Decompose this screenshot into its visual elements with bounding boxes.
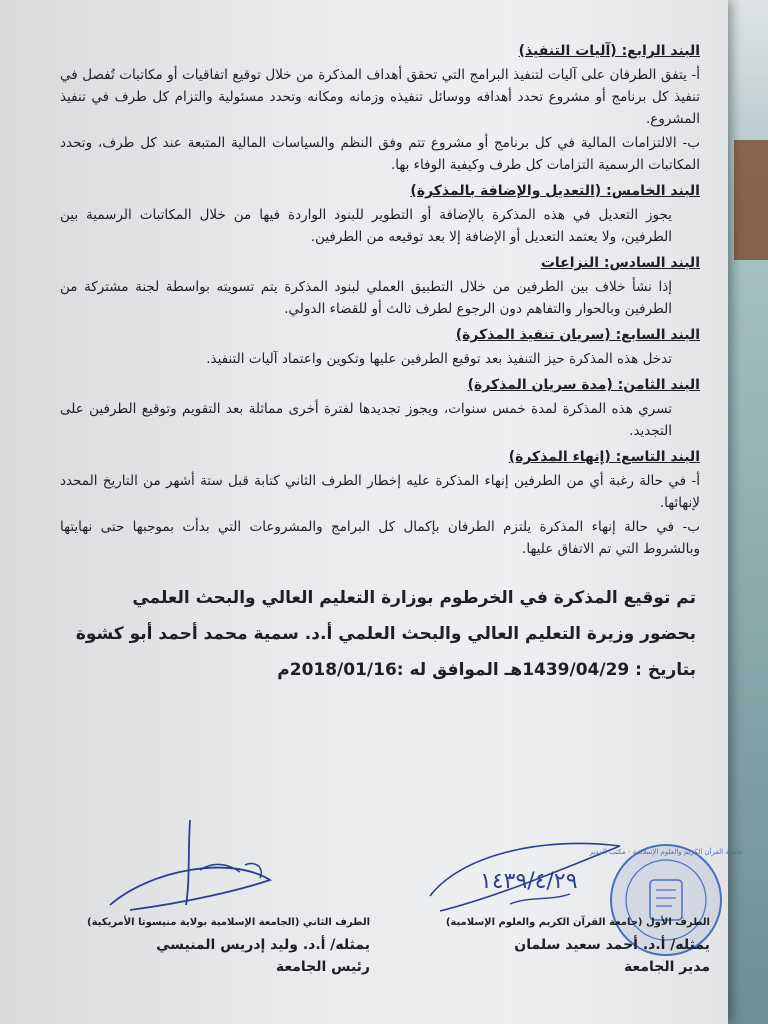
article7-text: تدخل هذه المذكرة حيز التنفيذ بعد توقيع الطرفين عليها وتكوين واعتماد آليات التنفيذ. [206,351,672,367]
background-stripe [734,140,768,260]
second-party-title: رئيس الجامعة [275,959,370,975]
closing-line-2: بحضور وزيرة التعليم العالي والبحث العلمي أ.د. سمية محمد أحمد أبو كشوة [75,624,696,644]
first-party-title: مدير الجامعة [623,959,710,975]
article4-heading: البند الرابع: (آليات التنفيذ) [518,43,700,59]
article6-text: إذا نشأ خلاف بين الطرفين من خلال التطبيق العملي لبنود المذكرة يتم تسويته بواسطة لجنة مشتركة من الطرفين وبالحوار والتفاهم دون الرجوع لطرف ثالث أو للقضاء الدولي. [60,279,672,317]
first-party-role: الطرف الأول (جامعة القرآن الكريم والعلوم الإسلامية) [445,917,710,928]
article4-item-b: ب- الالتزامات المالية في كل برنامج أو مشروع تتم وفق النظم والسياسات المالية المتبعة عند كل طرف، وتحدد المكاتبات الرسمية التزامات كل طرف وكيفية الوفاء بها. [60,135,700,173]
article8-text: تسري هذه المذكرة لمدة خمس سنوات، ويجوز تجديدها لفترة أخرى مماثلة بعد التقويم وتوقيع الطرفين على التجديد. [60,401,672,439]
closing-statement [60,580,700,688]
article4-item-a: أ- يتفق الطرفان على آليات لتنفيذ البرامج التي تحقق أهداف المذكرة من خلال توقيع اتفاقيات أو مكاتبات تُفصل في تنفيذ كل برنامج أو مشروع تحدد أهدافه ووسائل تنفيذه وزمانه ومكانه وتحدد مسئولية والتزام كل طرف في تنفيذ المشروع. [60,67,700,127]
second-party-signature-block [60,912,370,978]
article5-text: يجوز التعديل في هذه المذكرة بالإضافة أو التطوير للبنود الواردة فيها من خلال المكاتبات الرسمية بين الطرفين، ولا يعتمد التعديل أو الإضافة إلا بعد توقيعه من الطرفين. [60,207,672,245]
article8-heading: البند الثامن: (مدة سريان المذكرة) [467,377,700,393]
article9-item-b: ب- في حالة إنهاء المذكرة يلتزم الطرفان بإكمال كل البرامج والمشروعات التي بدأت بموجبها حتى نهايتها وبالشروط التي تم الاتفاق عليها. [60,519,700,557]
second-party-role: الطرف الثاني (الجامعة الإسلامية بولاية منيسوتا الأمريكية) [87,917,370,928]
article5-heading: البند الخامس: (التعديل والإضافة بالمذكرة) [410,183,700,199]
article9-heading: البند التاسع: (إنهاء المذكرة) [508,449,700,465]
second-party-name: يمثله/ أ.د. وليد إدريس المنيسي [156,937,370,953]
second-party-signature [90,810,290,920]
closing-line-3: بتاريخ : 1439/04/29هـ الموافق له :2018/01/16م [277,660,696,680]
first-party-signature-block [410,912,710,978]
document-body [60,36,700,688]
closing-line-1: تم توقيع المذكرة في الخرطوم بوزارة التعليم العالي والبحث العلمي [132,588,696,608]
stamp-text: جامعة القرآن الكريم والعلوم الإسلامية - مكتب المدير [589,848,743,856]
article7-heading: البند السابع: (سريان تنفيذ المذكرة) [455,327,700,343]
handwritten-date-text: ١٤٣٩/٤/٢٩ [480,869,578,894]
first-party-name: يمثله/ أ.د. أحمد سعيد سلمان [514,937,710,953]
handwritten-date-signature [420,826,630,921]
article6-heading: البند السادس: النزاعات [540,255,700,271]
article9-item-a: أ- في حالة رغبة أي من الطرفين إنهاء المذكرة عليه إخطار الطرف الثاني كتابة قبل ستة أشهر من التاريخ المحدد لإنهائها. [60,473,700,511]
